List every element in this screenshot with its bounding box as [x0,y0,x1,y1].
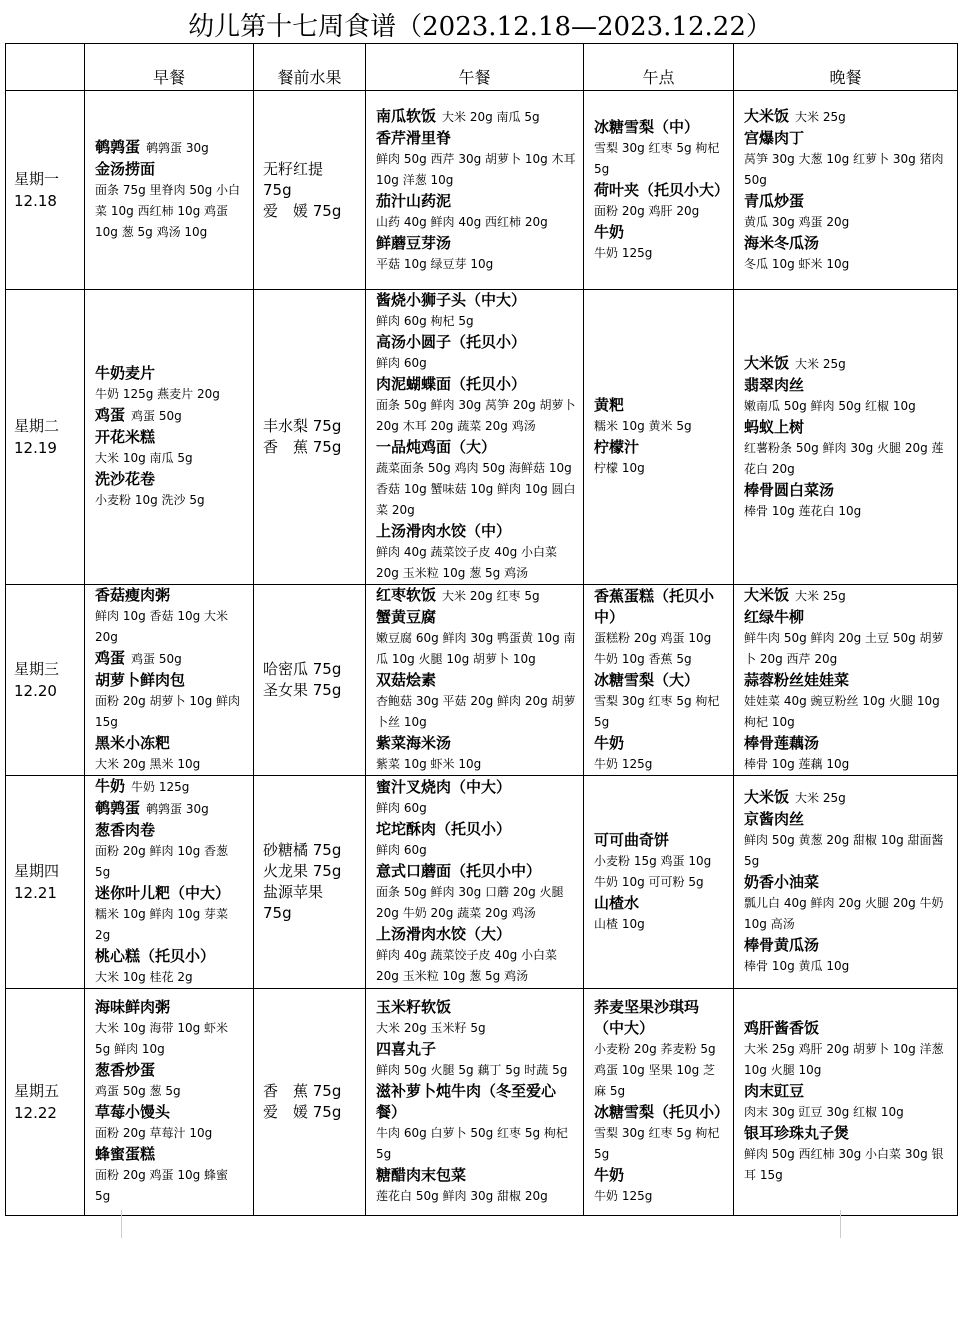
dish-label: 一品炖鸡面（大） [376,438,497,456]
fruit-item: 香 蕉 75g [263,438,342,456]
dish-label: 大米饭 [744,106,790,125]
dish-label: 海米冬瓜汤 [744,233,820,252]
dish-label: 茄汁山药泥 [376,191,452,210]
dish-ingredients: 小麦粉 10g 洗沙 5g [95,493,205,507]
dish-name [376,521,577,542]
dish-label: 蜜汁叉烧肉（中大） [376,778,512,796]
dish-ingredients: 面粉 20g 鸡蛋 10g 蜂蜜 5g [95,1168,229,1203]
dish-name [376,1039,577,1060]
dish-quantity: 鸡蛋 50g [131,652,182,666]
dish-ingredients: 鲜肉 60g [376,843,427,857]
dish-ingredients: 糯米 10g 鲜肉 10g 芽菜 2g [95,907,229,942]
dish-name [95,585,247,606]
fruit-item: 丰水梨 75g [263,417,342,435]
dish-name [376,997,577,1018]
day-name: 星期三 [14,660,60,678]
dish-label: 棒骨莲藕汤 [744,734,820,752]
dish-name [594,180,730,201]
fruit-cell [254,776,366,989]
dish-ingredients: 紫菜 10g 虾米 10g [376,757,482,771]
dish-ingredients: 鸡蛋 50g 葱 5g [95,1084,181,1098]
dish-name [744,670,951,691]
fruit-item: 爱 媛 75g [263,201,342,220]
dish-ingredients: 瓢儿白 40g 鲜肉 20g 火腿 20g 牛奶 10g 高汤 [744,896,944,931]
fruit-item: 圣女果 75g [263,681,342,699]
dish-ingredients: 肉末 30g 豇豆 30g 红椒 10g [744,1105,904,1119]
dish-label: 银耳珍珠丸子煲 [744,1124,850,1142]
dish-label: 黄粑 [594,396,625,414]
dish-ingredients: 面条 50g 鲜肉 30g 口蘑 20g 火腿 20g 牛奶 20g 蔬菜 20g 鸡汤 [376,885,564,920]
dish-name [95,159,247,180]
dish-name [95,733,247,754]
dish-label: 肉末豇豆 [744,1082,805,1100]
dish-name [744,233,951,254]
dish-name [376,607,577,628]
menu-body [6,91,958,1216]
fruit-item: 香 蕉 75g [263,1082,342,1100]
dish-ingredients: 大米 10g 桂花 2g [95,970,193,984]
dish-name [594,893,727,914]
dish-name [376,670,577,691]
dish-name [744,375,951,396]
dish-label: 可可曲奇饼 [594,830,670,849]
dish-label: 大米饭 [744,353,790,372]
dish-ingredients: 雪梨 30g 红枣 5g 枸杞 5g [594,1126,720,1161]
snack-cell [584,91,734,290]
dish-ingredients: 面粉 20g 草莓汁 10g [95,1126,213,1140]
dish-quantity: 大米 25g [795,356,846,371]
dish-ingredients: 糯米 10g 黄米 5g [594,419,692,433]
fruit-cell [254,585,366,776]
snack-cell [584,585,734,776]
dish-label: 牛奶 [594,222,625,241]
dish-label: 金汤捞面 [95,160,156,178]
dish-ingredients: 牛奶 125g [594,1189,653,1203]
dish-name [594,222,727,243]
dish-ingredients: 面粉 20g 鲜肉 10g 香葱 5g [95,844,229,879]
breakfast-cell [85,290,254,585]
dish-ingredients: 鲜肉 60g [376,356,427,370]
lunch-cell [366,989,584,1216]
dish-name [744,1081,951,1102]
dish-label: 鹌鹑蛋 [95,799,141,817]
dish-label: 黑米小冻粑 [95,734,171,752]
dish-label: 桃心糕（托贝小） [95,947,216,965]
dish-name [744,733,951,754]
dish-ingredients: 大米 10g 海带 10g 虾米 5g 鲜肉 10g [95,1021,229,1056]
page-edge-mark [121,1210,122,1238]
dish-quantity: 大米 20g 南瓜 5g [442,109,540,124]
dish-quantity: 大米 25g [795,791,846,805]
dish-label: 山楂水 [594,893,640,912]
dish-label: 鸡蛋 [95,406,126,424]
dish-ingredients: 面粉 20g 鸡肝 20g [594,203,700,218]
dish-name [376,128,577,149]
dish-label: 荞麦坚果沙琪玛（中大） [594,998,700,1037]
table-row [6,989,958,1216]
fruit-item: 盐源苹果 [263,883,324,901]
dish-name [744,191,951,212]
dish-name [95,997,247,1018]
day-cell [6,776,85,989]
dish-label: 棒骨黄瓜汤 [744,936,820,954]
dish-name [95,798,247,820]
dinner-cell [734,91,958,290]
dish-label: 牛奶 [594,733,625,752]
dish-ingredients: 牛奶 125g 燕麦片 20g [95,387,220,401]
dish-label: 香蕉蛋糕（托贝小中） [594,586,715,626]
dish-label: 奶香小油菜 [744,873,820,891]
dish-name [744,353,951,375]
dish-ingredients: 雪梨 30g 红枣 5g 枸杞 5g [594,693,720,729]
dish-name [594,117,727,138]
dish-name [376,861,577,882]
dish-ingredients: 鲜肉 40g 蔬菜饺子皮 40g 小白菜 20g 玉米粒 10g 葱 5g 鸡汤 [376,545,558,580]
dish-name [594,830,727,851]
dish-name [376,1081,577,1123]
day-date: 12.20 [14,682,57,700]
dish-label: 紫菜海米汤 [376,734,452,752]
dish-ingredients: 棒骨 10g 莲花白 10g [744,503,862,518]
dish-ingredients: 冬瓜 10g 虾米 10g [744,256,850,271]
dish-name [594,1165,727,1186]
day-date: 12.21 [14,884,57,902]
dish-label: 牛奶 [95,777,126,795]
header-breakfast: 早餐 [85,44,254,91]
day-date: 12.18 [14,192,57,210]
dish-label: 滋补萝卜炖牛肉（冬至爱心餐） [376,1082,557,1121]
dish-quantity: 鹌鹑蛋 30g [146,802,209,816]
dish-name [95,946,247,967]
dish-label: 蒜蓉粉丝娃娃菜 [744,671,850,689]
lunch-cell [366,91,584,290]
dish-name [95,363,247,384]
dish-quantity: 鹌鹑蛋 30g [146,141,209,155]
dish-label: 鸡蛋 [95,649,126,667]
dish-name [376,191,577,212]
dish-ingredients: 嫩豆腐 60g 鲜肉 30g 鸭蛋黄 10g 南瓜 10g 火腿 10g 胡萝卜 10g [376,631,576,666]
dish-label: 青瓜炒蛋 [744,191,805,210]
dish-label: 香芹滑里脊 [376,128,452,147]
dish-name [95,1060,247,1081]
dish-label: 糖醋肉末包菜 [376,1166,467,1184]
dish-name [95,820,247,841]
dish-name [744,809,951,830]
header-day [6,44,85,91]
breakfast-cell [85,989,254,1216]
dish-name [744,787,951,809]
dish-ingredients: 鲜肉 60g 枸杞 5g [376,314,474,328]
dish-label: 鸡肝酱香饭 [744,1019,820,1037]
dish-label: 胡萝卜鲜肉包 [95,671,186,689]
dish-label: 宫爆肉丁 [744,128,805,147]
dish-ingredients: 大米 10g 南瓜 5g [95,451,193,465]
dish-label: 酱烧小狮子头（中大） [376,291,527,309]
dish-label: 南瓜软饭 [376,106,437,125]
dish-label: 柠檬汁 [594,438,640,456]
dish-ingredients: 鲜肉 10g 香菇 10g 大米 20g [95,609,229,644]
dish-name [744,480,951,501]
dinner-cell [734,290,958,585]
dish-name [744,607,951,628]
day-name: 星期五 [14,1082,60,1100]
table-row [6,585,958,776]
dinner-cell [734,776,958,989]
fruit-cell [254,91,366,290]
fruit-cell [254,989,366,1216]
breakfast-cell [85,776,254,989]
dish-name [376,290,577,311]
day-cell [6,989,85,1216]
dish-label: 冰糖雪梨（托贝小） [594,1103,730,1121]
dish-name [95,427,247,448]
dish-label: 上汤滑肉水饺（中） [376,522,512,540]
dish-ingredients: 雪梨 30g 红枣 5g 枸杞 5g [594,140,720,176]
dish-name [95,137,247,159]
dish-label: 荷叶夹（托贝小大） [594,180,730,199]
dish-label: 大米饭 [744,788,790,806]
dish-quantity: 大米 25g [795,589,846,603]
dish-name [95,1102,247,1123]
table-row [6,776,958,989]
dish-ingredients: 大米 20g 黑米 10g [95,757,201,771]
dish-name [744,585,951,607]
dish-name [95,883,247,904]
dish-ingredients: 鲜肉 50g 西芹 30g 胡萝卜 10g 木耳 10g 洋葱 10g [376,151,576,187]
dish-name [95,648,247,670]
dish-label: 草莓小馒头 [95,1103,171,1121]
dish-name [376,332,577,353]
dish-quantity: 大米 25g [795,109,846,124]
dish-label: 葱香炒蛋 [95,1061,156,1079]
dish-label: 冰糖雪梨（大） [594,670,700,689]
fruit-item: 爱 媛 75g [263,1103,342,1121]
dish-name [744,935,951,956]
dish-ingredients: 小麦粉 20g 荞麦粉 5g 鸡蛋 10g 坚果 10g 芝麻 5g [594,1042,716,1098]
dish-name [744,872,951,893]
dish-ingredients: 鲜肉 50g 黄葱 20g 甜椒 10g 甜面酱 5g [744,833,944,868]
dinner-cell [734,585,958,776]
dish-name [744,128,951,149]
dish-label: 京酱肉丝 [744,810,805,828]
day-name: 星期二 [14,417,60,435]
dish-name [95,670,247,691]
breakfast-cell [85,91,254,290]
breakfast-cell [85,585,254,776]
dish-quantity: 大米 20g 红枣 5g [442,589,540,603]
dish-label: 海味鲜肉粥 [95,998,171,1016]
dish-name [744,417,951,438]
snack-cell [584,989,734,1216]
dish-ingredients: 牛奶 125g [594,756,653,771]
header-dinner: 晚餐 [734,44,958,91]
dish-label: 棒骨圆白菜汤 [744,480,835,499]
dish-label: 翡翠肉丝 [744,375,805,394]
fruit-cell [254,290,366,585]
dish-name [594,733,727,754]
dish-ingredients: 鲜肉 50g 西红柿 30g 小白菜 30g 银耳 15g [744,1147,944,1182]
fruit-item: 哈密瓜 75g [263,660,342,678]
dish-name [594,670,727,691]
day-name: 星期一 [14,170,60,188]
dinner-cell [734,989,958,1216]
lunch-cell [366,585,584,776]
dish-ingredients: 鲜肉 40g 蔬菜饺子皮 40g 小白菜 20g 玉米粒 10g 葱 5g 鸡汤 [376,948,558,983]
dish-label: 红绿牛柳 [744,608,805,626]
snack-cell [584,290,734,585]
dish-name [594,437,727,458]
table-row [6,290,958,585]
table-row [6,91,958,290]
dish-name [744,1123,951,1144]
dish-label: 开花米糕 [95,428,156,446]
dish-ingredients: 小麦粉 15g 鸡蛋 10g 牛奶 10g 可可粉 5g [594,853,712,889]
dish-label: 上汤滑肉水饺（大） [376,925,512,943]
dish-name [95,469,247,490]
dish-ingredients: 棒骨 10g 莲藕 10g [744,757,850,771]
dish-ingredients: 面粉 20g 胡萝卜 10g 鲜肉 15g [95,694,241,729]
dish-ingredients: 蛋糕粉 20g 鸡蛋 10g 牛奶 10g 香蕉 5g [594,630,712,666]
dish-name [95,1144,247,1165]
dish-ingredients: 棒骨 10g 黄瓜 10g [744,959,850,973]
page-title: 幼儿第十七周食谱（2023.12.18—2023.12.22） [188,12,772,42]
dish-label: 大米饭 [744,586,790,604]
dish-ingredients: 嫩南瓜 50g 鲜肉 50g 红椒 10g [744,398,916,413]
dish-ingredients: 面条 50g 鲜肉 30g 莴笋 20g 胡萝卜 20g 木耳 20g 蔬菜 20g 鸡汤 [376,398,576,433]
dish-name [376,777,577,798]
dish-label: 迷你叶儿粑（中大） [95,884,231,902]
header-fruit: 餐前水果 [254,44,366,91]
day-date: 12.22 [14,1104,57,1122]
dish-ingredients: 鲜牛肉 50g 鲜肉 20g 土豆 50g 胡萝卜 20g 西芹 20g [744,631,944,666]
fruit-item: 火龙果 75g [263,862,342,880]
dish-ingredients: 蔬菜面条 50g 鸡肉 50g 海鲜菇 10g 香菇 10g 蟹味菇 10g 鲜肉 10g 圆白菜 20g [376,461,576,517]
header-row [6,44,958,91]
dish-ingredients: 面条 75g 里脊肉 50g 小白菜 10g 西红柿 10g 鸡蛋 10g 葱 5g 鸡汤 10g [95,183,241,239]
day-cell [6,585,85,776]
dish-ingredients: 红薯粉条 50g 鲜肉 30g 火腿 20g 莲花白 20g [744,440,944,476]
dish-ingredients: 牛肉 60g 白萝卜 50g 红枣 5g 枸杞 5g [376,1126,568,1161]
dish-label: 鲜蘑豆芽汤 [376,233,452,252]
fruit-item: 砂糖橘 75g [263,841,342,859]
dish-name [376,374,577,395]
fruit-item: 无籽红提 [263,159,324,178]
dish-quantity: 牛奶 125g [131,780,190,794]
dish-ingredients: 牛奶 125g [594,245,653,260]
day-cell [6,290,85,585]
page-edge-mark [840,1210,841,1238]
day-name: 星期四 [14,862,60,880]
dish-name [594,1102,730,1123]
fruit-item: 75g [263,180,292,199]
dish-name [376,819,577,840]
dish-name [95,776,247,798]
lunch-cell [366,776,584,989]
dish-quantity: 鸡蛋 50g [131,409,182,423]
dish-name [376,733,577,754]
dish-ingredients: 平菇 10g 绿豆芽 10g [376,256,494,271]
dish-name [376,437,577,458]
dish-name [376,1165,577,1186]
dish-ingredients: 柠檬 10g [594,461,645,475]
dish-label: 冰糖雪梨（中） [594,117,700,136]
dish-name [594,395,727,416]
header-snack: 午点 [584,44,734,91]
dish-ingredients: 山药 40g 鲜肉 40g 西红柿 20g [376,214,548,229]
dish-ingredients: 大米 20g 玉米籽 5g [376,1021,486,1035]
dish-name [376,106,577,128]
dish-label: 牛奶麦片 [95,364,156,382]
dish-ingredients: 山楂 10g [594,916,645,931]
dish-ingredients: 鲜肉 50g 火腿 5g 藕丁 5g 时蔬 5g [376,1063,568,1077]
dish-ingredients: 黄瓜 30g 鸡蛋 20g [744,214,850,229]
dish-ingredients: 莴笋 30g 大葱 10g 红萝卜 30g 猪肉 50g [744,151,944,187]
dish-name [594,586,727,628]
dish-label: 坨坨酥肉（托贝小） [376,820,512,838]
dish-label: 蟹黄豆腐 [376,608,437,626]
dish-ingredients: 杏鲍菇 30g 平菇 20g 鲜肉 20g 胡萝卜丝 10g [376,694,576,729]
dish-label: 蚂蚁上树 [744,417,805,436]
dish-name [594,997,727,1039]
dish-label: 高汤小圆子（托贝小） [376,333,527,351]
dish-label: 洗沙花卷 [95,470,156,488]
fruit-item: 75g [263,904,292,922]
lunch-cell [366,290,584,585]
dish-ingredients: 莲花白 50g 鲜肉 30g 甜椒 20g [376,1189,548,1203]
menu-table [5,43,958,1216]
day-date: 12.19 [14,439,57,457]
dish-label: 牛奶 [594,1166,625,1184]
day-cell [6,91,85,290]
dish-ingredients: 娃娃菜 40g 豌豆粉丝 10g 火腿 10g 枸杞 10g [744,694,940,729]
dish-name [744,106,951,128]
snack-cell [584,776,734,989]
dish-label: 四喜丸子 [376,1040,437,1058]
dish-label: 鹌鹑蛋 [95,138,141,156]
dish-label: 蜂蜜蛋糕 [95,1145,156,1163]
header-lunch: 午餐 [366,44,584,91]
dish-name [376,233,577,254]
dish-label: 葱香肉卷 [95,821,156,839]
dish-label: 意式口蘑面（托贝小中） [376,862,542,880]
dish-ingredients: 大米 25g 鸡肝 20g 胡萝卜 10g 洋葱 10g 火腿 10g [744,1042,944,1077]
dish-label: 肉泥蝴蝶面（托贝小） [376,375,527,393]
dish-ingredients: 鲜肉 60g [376,801,427,815]
dish-name [95,405,247,427]
dish-label: 双菇烩素 [376,671,437,689]
dish-label: 玉米籽软饭 [376,998,452,1016]
dish-name [744,1018,951,1039]
dish-label: 红枣软饭 [376,586,437,604]
dish-name [376,924,577,945]
dish-label: 香菇瘦肉粥 [95,586,171,604]
dish-name [376,585,577,607]
